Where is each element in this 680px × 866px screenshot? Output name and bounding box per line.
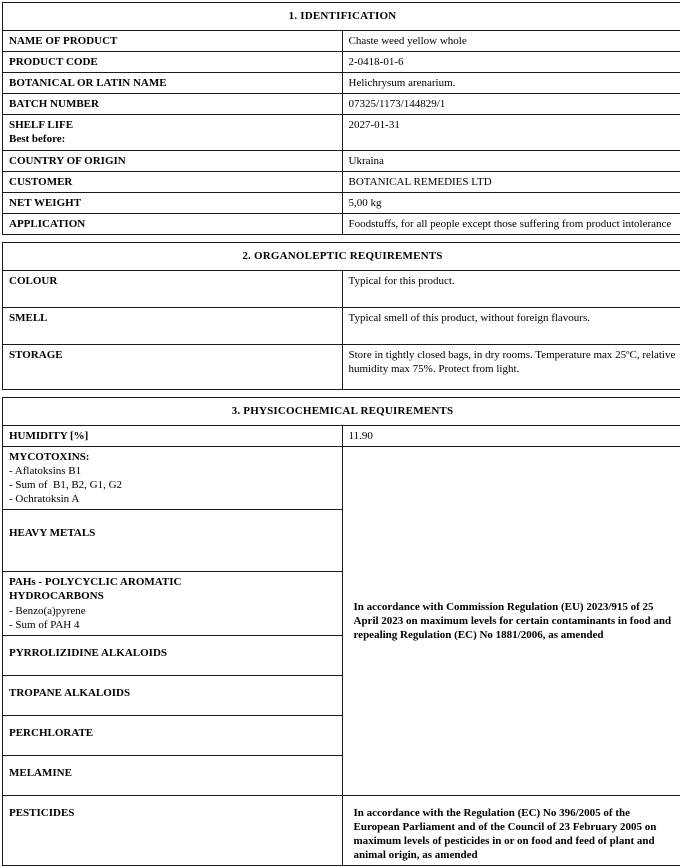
mycotoxins-heading: MYCOTOXINS:: [9, 450, 337, 464]
table-row: [3, 344, 680, 389]
row-label-net-weight: NET WEIGHT: [3, 192, 343, 213]
row-label-storage: STORAGE: [3, 344, 343, 389]
table-row: [3, 795, 680, 865]
row-label-pyrrolizidine-alkaloids: PYRROLIZIDINE ALKALOIDS: [3, 635, 343, 675]
row-value-smell: Typical smell of this product, without foreign flavours.: [342, 307, 680, 344]
section-title-organoleptic: 2. ORGANOLEPTIC REQUIREMENTS: [3, 242, 680, 270]
row-value-colour: Typical for this product.: [342, 270, 680, 307]
section-title-identification: 1. IDENTIFICATION: [3, 3, 680, 31]
row-value-name-of-product: Chaste weed yellow whole: [342, 31, 680, 52]
shelf-life-line2: Best before:: [9, 132, 337, 146]
table-row: [3, 73, 680, 94]
pahs-item-2: - Sum of PAH 4: [9, 618, 337, 632]
row-label-colour: COLOUR: [3, 270, 343, 307]
section-header-row: [3, 242, 680, 270]
table-row: [3, 447, 680, 510]
row-value-batch-number: 07325/1173/144829/1: [342, 94, 680, 115]
pesticides-regulation-note: In accordance with the Regulation (EC) No 396/2005 of the European Parliament and of the Council of 23 February 2005 on maximum levels of pesticides in or on food and feed of plant and animal origin, as amended: [342, 795, 680, 865]
organoleptic-table: [2, 242, 680, 390]
row-value-storage: Store in tightly closed bags, in dry rooms. Temperature max 25ºC, relative humidity max 75%. Protect from light.: [342, 344, 680, 389]
section-header-row: [3, 397, 680, 425]
row-value-application: Foodstuffs, for all people except those suffering from product intolerance: [342, 213, 680, 234]
table-row: [3, 171, 680, 192]
table-row: [3, 150, 680, 171]
row-value-botanical-name: Helichrysum arenarium.: [342, 73, 680, 94]
table-row: [3, 192, 680, 213]
row-label-customer: CUSTOMER: [3, 171, 343, 192]
table-row: [3, 213, 680, 234]
table-row: [3, 94, 680, 115]
pahs-heading-line2: HYDROCARBONS: [9, 589, 337, 603]
row-label-name-of-product: NAME OF PRODUCT: [3, 31, 343, 52]
table-row: [3, 307, 680, 344]
row-label-humidity: HUMIDITY [%]: [3, 426, 343, 447]
table-row: [3, 115, 680, 150]
row-value-customer: BOTANICAL REMEDIES LTD: [342, 171, 680, 192]
row-value-shelf-life: 2027-01-31: [342, 115, 680, 150]
section-header-row: [3, 3, 680, 31]
pahs-item-1: - Benzo(a)pyrene: [9, 604, 337, 618]
row-label-perchlorate: PERCHLORATE: [3, 715, 343, 755]
row-label-smell: SMELL: [3, 307, 343, 344]
identification-table: [2, 2, 680, 235]
mycotoxins-item-2: - Sum of B1, B2, G1, G2: [9, 478, 337, 492]
row-label-shelf-life: [3, 115, 343, 150]
row-label-batch-number: BATCH NUMBER: [3, 94, 343, 115]
section-title-physicochemical: 3. PHYSICOCHEMICAL REQUIREMENTS: [3, 397, 680, 425]
table-row: [3, 52, 680, 73]
row-label-country-of-origin: COUNTRY OF ORIGIN: [3, 150, 343, 171]
row-label-product-code: PRODUCT CODE: [3, 52, 343, 73]
row-label-application: APPLICATION: [3, 213, 343, 234]
pahs-heading-line1: PAHs - POLYCYCLIC AROMATIC: [9, 575, 337, 589]
table-row: [3, 426, 680, 447]
row-label-botanical-name: BOTANICAL OR LATIN NAME: [3, 73, 343, 94]
shelf-life-line1: SHELF LIFE: [9, 119, 73, 131]
table-row: [3, 31, 680, 52]
row-label-mycotoxins: [3, 447, 343, 510]
row-label-tropane-alkaloids: TROPANE ALKALOIDS: [3, 675, 343, 715]
row-label-pahs: [3, 572, 343, 635]
table-row: [3, 270, 680, 307]
contaminants-regulation-note: In accordance with Commission Regulation (EU) 2023/915 of 25 April 2023 on maximum levels for certain contaminants in food and repealing Regulation (EC) No 1881/2006, as amended: [342, 447, 680, 796]
row-value-net-weight: 5,00 kg: [342, 192, 680, 213]
row-label-melamine: MELAMINE: [3, 755, 343, 795]
row-value-product-code: 2-0418-01-6: [342, 52, 680, 73]
mycotoxins-item-1: - Aflatoksins B1: [9, 464, 337, 478]
row-label-pesticides: PESTICIDES: [3, 795, 343, 865]
row-value-humidity: 11.90: [342, 426, 680, 447]
physicochemical-table: [2, 397, 680, 866]
mycotoxins-item-3: - Ochratoksin A: [9, 492, 337, 506]
row-value-country-of-origin: Ukraina: [342, 150, 680, 171]
row-label-heavy-metals: HEAVY METALS: [3, 510, 343, 572]
